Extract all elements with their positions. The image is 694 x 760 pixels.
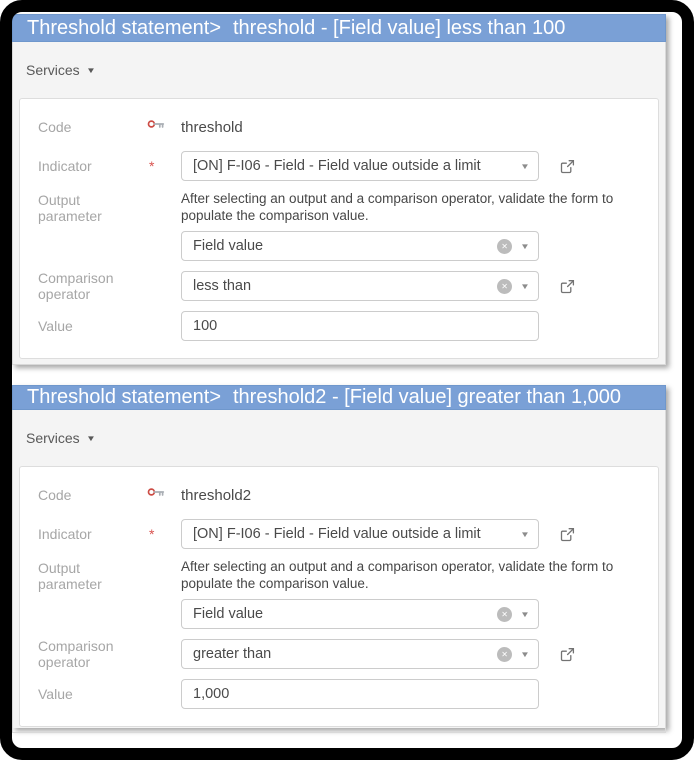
comparison-operator-row bbox=[20, 638, 658, 670]
panel-title-bar bbox=[12, 14, 666, 42]
key-icon bbox=[147, 118, 165, 136]
services-menu-label: Services bbox=[26, 430, 80, 446]
output-parameter-select[interactable] bbox=[181, 231, 539, 261]
code-label: Code bbox=[38, 487, 72, 503]
threshold-statement-panel-2 bbox=[12, 385, 666, 728]
menu-bar bbox=[13, 410, 665, 466]
comparison-operator-row bbox=[20, 270, 658, 302]
caret-down-icon: ▼ bbox=[520, 281, 530, 291]
comparison-operator-open-link-button[interactable] bbox=[560, 278, 575, 294]
output-parameter-selected-value: Field value bbox=[193, 238, 264, 254]
caret-down-icon: ▼ bbox=[520, 529, 530, 539]
form-box bbox=[19, 98, 659, 359]
clear-icon[interactable]: ✕ bbox=[497, 239, 512, 254]
breadcrumb: Threshold statement> bbox=[27, 386, 221, 408]
comparison-operator-selected-value: greater than bbox=[193, 646, 272, 662]
value-input[interactable] bbox=[181, 679, 539, 709]
indicator-row bbox=[20, 151, 658, 181]
indicator-selected-value: [ON] F-I06 - Field - Field value outside a limit bbox=[193, 526, 481, 542]
indicator-select[interactable] bbox=[181, 519, 539, 549]
panel-title-bar bbox=[12, 385, 666, 410]
external-link-icon bbox=[560, 527, 575, 542]
indicator-open-link-button[interactable] bbox=[560, 526, 575, 542]
external-link-icon bbox=[560, 159, 575, 174]
required-asterisk: * bbox=[149, 158, 155, 174]
clear-icon[interactable]: ✕ bbox=[497, 279, 512, 294]
comparison-operator-open-link-button[interactable] bbox=[560, 646, 575, 662]
external-link-icon bbox=[560, 279, 575, 294]
code-value: threshold2 bbox=[181, 486, 252, 504]
output-parameter-select[interactable] bbox=[181, 599, 539, 629]
indicator-selected-value: [ON] F-I06 - Field - Field value outside a limit bbox=[193, 158, 481, 174]
output-parameter-selected-value: Field value bbox=[193, 606, 264, 622]
page-title: threshold2 - [Field value] greater than 1,000 bbox=[233, 386, 622, 408]
key-icon bbox=[147, 486, 165, 504]
comparison-operator-label: Comparison operator bbox=[38, 638, 114, 670]
menu-bar bbox=[13, 42, 665, 98]
caret-down-icon: ▼ bbox=[520, 161, 530, 171]
breadcrumb: Threshold statement> bbox=[27, 16, 221, 39]
output-parameter-label: Output parameter bbox=[38, 560, 102, 592]
code-value: threshold bbox=[181, 118, 243, 136]
clear-icon[interactable]: ✕ bbox=[497, 647, 512, 662]
comparison-operator-label: Comparison operator bbox=[38, 270, 114, 302]
external-link-icon bbox=[560, 647, 575, 662]
output-parameter-help-text: After selecting an output and a comparison operator, validate the form to populate the comparison value. bbox=[181, 191, 614, 223]
comparison-operator-select[interactable] bbox=[181, 639, 539, 669]
caret-down-icon: ▼ bbox=[520, 241, 530, 251]
panel-body bbox=[12, 410, 666, 733]
required-asterisk: * bbox=[149, 526, 155, 542]
form-box bbox=[19, 466, 659, 727]
comparison-operator-select[interactable] bbox=[181, 271, 539, 301]
value-input[interactable] bbox=[181, 311, 539, 341]
indicator-label: Indicator bbox=[38, 526, 92, 542]
output-parameter-label: Output parameter bbox=[38, 192, 102, 224]
caret-down-icon: ▼ bbox=[85, 433, 96, 443]
comparison-operator-selected-value: less than bbox=[193, 278, 252, 294]
value-label: Value bbox=[38, 318, 73, 334]
page-title: threshold - [Field value] less than 100 bbox=[233, 16, 566, 39]
caret-down-icon: ▼ bbox=[520, 609, 530, 619]
indicator-row bbox=[20, 519, 658, 549]
indicator-label: Indicator bbox=[38, 158, 92, 174]
output-parameter-help-text: After selecting an output and a comparison operator, validate the form to populate the comparison value. bbox=[181, 559, 614, 591]
value-row bbox=[20, 679, 658, 709]
value-label: Value bbox=[38, 686, 73, 702]
caret-down-icon: ▼ bbox=[520, 649, 530, 659]
code-row bbox=[20, 112, 658, 142]
panel-body bbox=[12, 42, 666, 365]
output-parameter-row bbox=[20, 190, 658, 261]
caret-down-icon: ▼ bbox=[85, 65, 96, 75]
services-menu[interactable] bbox=[26, 430, 95, 446]
services-menu[interactable] bbox=[26, 62, 95, 78]
clear-icon[interactable]: ✕ bbox=[497, 607, 512, 622]
indicator-open-link-button[interactable] bbox=[560, 158, 575, 174]
threshold-statement-panel-1 bbox=[12, 14, 666, 365]
services-menu-label: Services bbox=[26, 62, 80, 78]
code-label: Code bbox=[38, 119, 72, 135]
output-parameter-row bbox=[20, 558, 658, 629]
code-row bbox=[20, 480, 658, 510]
indicator-select[interactable] bbox=[181, 151, 539, 181]
value-row bbox=[20, 311, 658, 341]
